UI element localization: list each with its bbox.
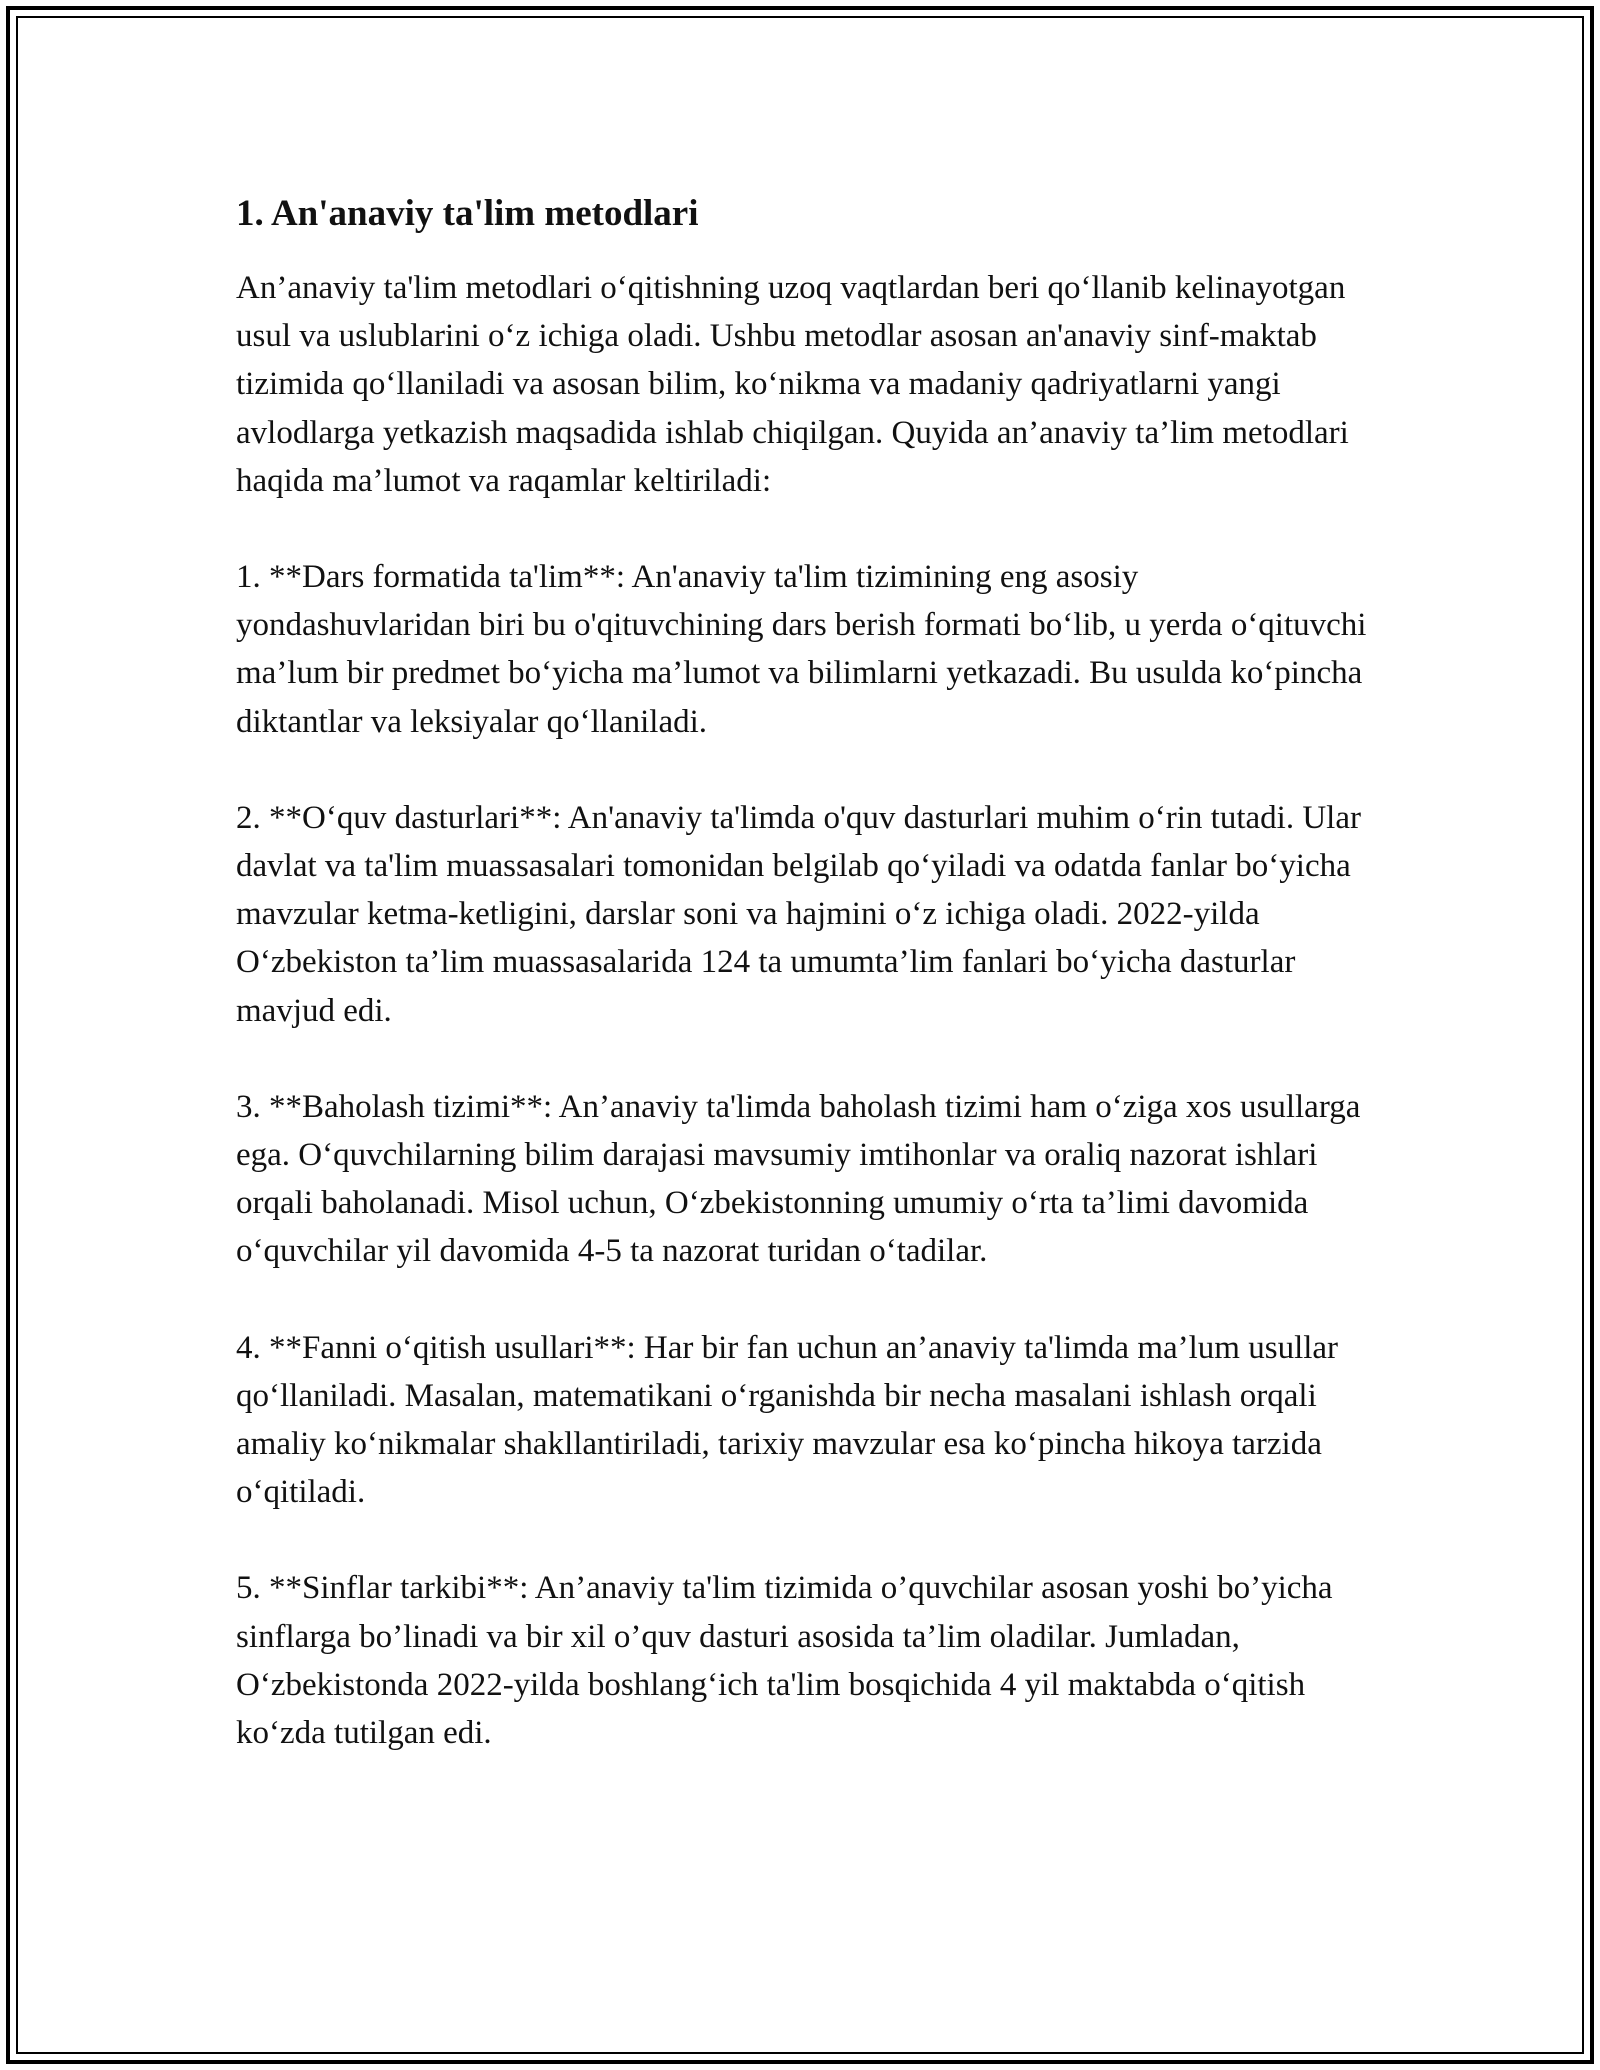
intro-paragraph: An’anaviy ta'lim metodlari o‘qitishning uzoq vaqtlardan beri qo‘llanib kelinayotgan usul va uslublarini o‘z ichiga oladi. Ushbu metodlar asosan an'anaviy sinf-maktab tizimida qo‘llaniladi va asosan bilim, ko‘nikma va madaniy qadriyatlarni yangi avlodlarga yetkazish maqsadida ishlab chiqilgan. Quyida an’anaviy ta’lim metodlari haqida ma’lumot va raqamlar keltiriladi: [236, 270, 1349, 499]
list-item-sinflar-tarkibi: 5. **Sinflar tarkibi**: An’anaviy ta'lim tizimida o’quvchilar asosan yoshi bo’yicha sinflarga bo’linadi va bir xil o’quv dasturi asosida ta’lim oladilar. Jumladan, O‘zbekistonda 2022-yilda boshlang‘ich ta'lim bosqichida 4 yil maktabda o‘qitish ko‘zda tutilgan edi. [236, 1570, 1333, 1752]
document-body [236, 190, 1376, 1805]
list-item-dars-formatida: 1. **Dars formatida ta'lim**: An'anaviy ta'lim tizimining eng asosiy yondashuvlaridan biri bu o'qituvchining dars berish formati bo‘lib, u yerda o‘qituvchi ma’lum bir predmet bo‘yicha ma’lumot va bilimlarni yetkazadi. Bu usulda ko‘pincha diktantlar va leksiyalar qo‘llaniladi. [236, 559, 1367, 740]
list-item-oquv-dasturlari: 2. **O‘quv dasturlari**: An'anaviy ta'limda o'quv dasturlari muhim o‘rin tutadi. Ular davlat va ta'lim muassasalari tomonidan belgilab qo‘yiladi va odatda fanlar bo‘yicha mavzular ketma-ketligini, darslar soni va hajmini o‘z ichiga oladi. 2022-yilda O‘zbekiston ta’lim muassasalarida 124 ta umumta’lim fanlari bo‘yicha dasturlar mavjud edi. [236, 799, 1361, 1029]
list-item-baholash-tizimi: 3. **Baholash tizimi**: An’anaviy ta'limda baholash tizimi ham o‘ziga xos usullarga ega. O‘quvchilarning bilim darajasi mavsumiy imtihonlar va oraliq nazorat ishlari orqali baholanadi. Misol uchun, O‘zbekistonning umumiy o‘rta ta’limi davomida o‘quvchilar yil davomida 4-5 ta nazorat turidan o‘tadilar. [236, 1088, 1361, 1270]
list-item-fanni-oqitish: 4. **Fanni o‘qitish usullari**: Har bir fan uchun an’anaviy ta'limda ma’lum usullar qo‘llaniladi. Masalan, matematikani o‘rganishda bir necha masalani ishlash orqali amaliy ko‘nikmalar shakllantiriladi, tarixiy mavzular esa ko‘pincha hikoya tarzida o‘qitiladi. [236, 1329, 1339, 1511]
section-heading: 1. An'anaviy ta'lim metodlari [236, 193, 699, 234]
